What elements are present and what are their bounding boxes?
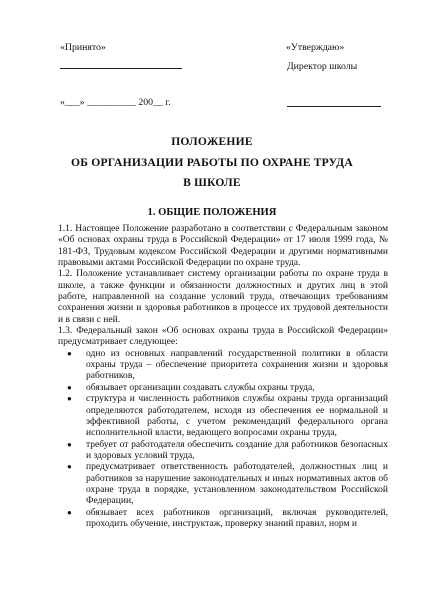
date-field: «___» __________ 200__ г. [60, 97, 171, 108]
paragraph-1-2: 1.2. Положение устанавливает систему организации работы по охране труда в школе, а также функции и обязанности должностных и других лиц в этой работе, направленной на создание условий труда, отвечающих требованиям сохранения жизни и здоровья работников в процессе их трудовой деятельности и в связи с ней. [58, 268, 388, 325]
section-body [58, 223, 388, 529]
doc-title-line-1: ПОЛОЖЕНИЕ [171, 135, 253, 148]
accepted-signature-line [60, 68, 182, 69]
bullet-icon: ● [67, 382, 72, 392]
paragraph-1-3: 1.3. Федеральный закон «Об основах охраны труда в Российской Федерации» предусматривает следующее: [58, 325, 388, 348]
accepted-label: «Принято» [60, 42, 106, 53]
paragraph-1-1: 1.1. Настоящее Положение разработано в соответствии с Федеральным законом «Об основах охраны труда в Российской Федерации» от 17 июля 1999 года, № 181-ФЗ, Трудовым кодексом Российской Федерации и другими нормативными правовыми актами Российской Федерации по охране труда. [58, 223, 388, 269]
section-heading: 1. ОБЩИЕ ПОЛОЖЕНИЯ [147, 207, 277, 218]
director-signature-line [287, 106, 381, 107]
approved-label: «Утверждаю» [286, 42, 345, 53]
list-item: ● одно из основных направлений государственной политики в области охраны труда – обеспечение приоритета сохранения жизни и здоровья работников, [67, 347, 388, 382]
bullet-icon: ● [67, 439, 72, 449]
list-item: ● структура и численность работников службы охраны труда организаций определяются работодателем, исходя из обеспечения ее нормальной и эффективной работы, с учетом рекомендаций федерального органа исполнительной власти, ведающего вопросами охраны труда, [67, 393, 388, 439]
doc-title-line-2: ОБ ОРГАНИЗАЦИИ РАБОТЫ ПО ОХРАНЕ ТРУДА [71, 156, 353, 169]
bullet-icon: ● [67, 394, 72, 404]
bullet-icon: ● [67, 462, 72, 472]
provisions-list [58, 348, 388, 530]
list-item: ● предусматривает ответственность работодателей, должностных лиц и работников за нарушение законодательных и иных нормативных актов об охране труда в порядке, установленном законодательством Российской Федерации, [67, 461, 388, 507]
doc-title-line-3: В ШКОЛЕ [183, 176, 241, 189]
director-label: Директор школы [287, 61, 358, 72]
list-item: ● требует от работодателя обеспечить создание для работников безопасных и здоровых условий труда, [67, 438, 388, 461]
bullet-icon: ● [67, 348, 72, 358]
list-item: ● обязывает организации создавать службы охраны труда, [67, 381, 315, 393]
list-item: ● обязывает всех работников организаций, включая руководителей, проходить обучение, инструктаж, проверку знаний правил, норм и [67, 506, 388, 529]
bullet-icon: ● [67, 507, 72, 517]
